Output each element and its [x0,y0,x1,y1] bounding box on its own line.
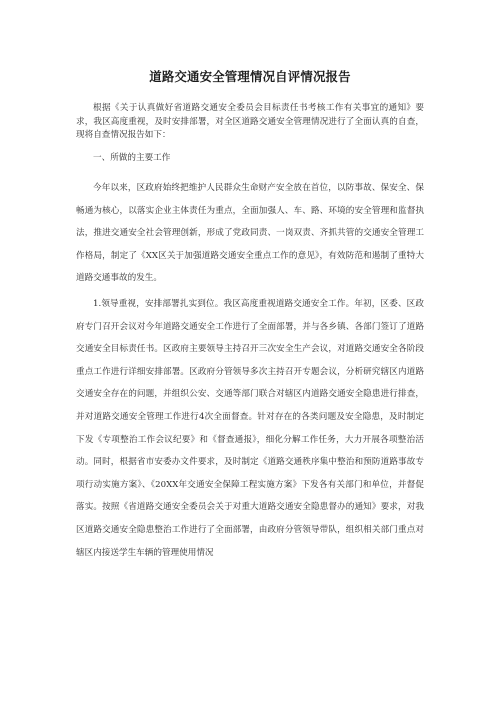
document-title: 道路交通安全管理情况自评情况报告 [149,69,351,84]
body-paragraph-1: 今年以来，区政府始终把维护人民群众生命财产安全放在首位，以防事故、保安全、保畅通为核心，以落实企业主体责任为重点，全面加强人、车、路、环境的安全管理和监督执法，推进交通安全社会管理创新，形成了党政同责、一岗双责、齐抓共管的交通安全管理工作格局，制定了《XX区关于加强道路交通安全重点工作的意见》，有效防范和遏制了重特大道路交通事故的发生。 [76,183,424,284]
body-paragraph-2: 1.领导重视，安排部署扎实到位。我区高度重视道路交通安全工作。年初，区委、区政府专门召开会议对今年道路交通安全工作进行了全面部署，并与各乡镇、各部门签订了道路交通安全目标责任书。区政府主要领导主持召开三次安全生产会议，对道路交通安全各阶段重点工作进行详细安排部署。区政府分管领导多次主持召开专题会议，分析研究辖区内道路交通安全存在的问题，并组织公安、交通等部门联合对辖区内道路交通安全隐患进行排查，并对道路交通安全管理工作进行4次全面督查。针对存在的各类问题及安全隐患，及时制定下发《专项整治工作会议纪要》和《督查通报》，细化分解工作任务，大力开展各项整治活动。同时，根据省市安委办文件要求，及时制定《道路交通秩序集中整治和预防道路事故专项行动实施方案》、《20XX年交通安全保障工程实施方案》下发各有关部门和单位，并督促落实。按照《省道路交通安全委员会关于对重大道路交通安全隐患督办的通知》要求，对我区道路交通安全隐患整治工作进行了全面部署，由政府分管领导带队，组织相关部门重点对辖区内接送学生车辆的管理使用情况 [76,298,424,558]
intro-paragraph: 根据《关于认真做好省道路交通安全委员会目标责任书考核工作有关事宜的通知》要求，我区高度重视，及时安排部署，对全区道路交通安全管理情况进行了全面认真的自查，现将自查情况报告如下： [76,103,424,140]
section-heading: 一、所做的主要工作 [93,152,171,163]
